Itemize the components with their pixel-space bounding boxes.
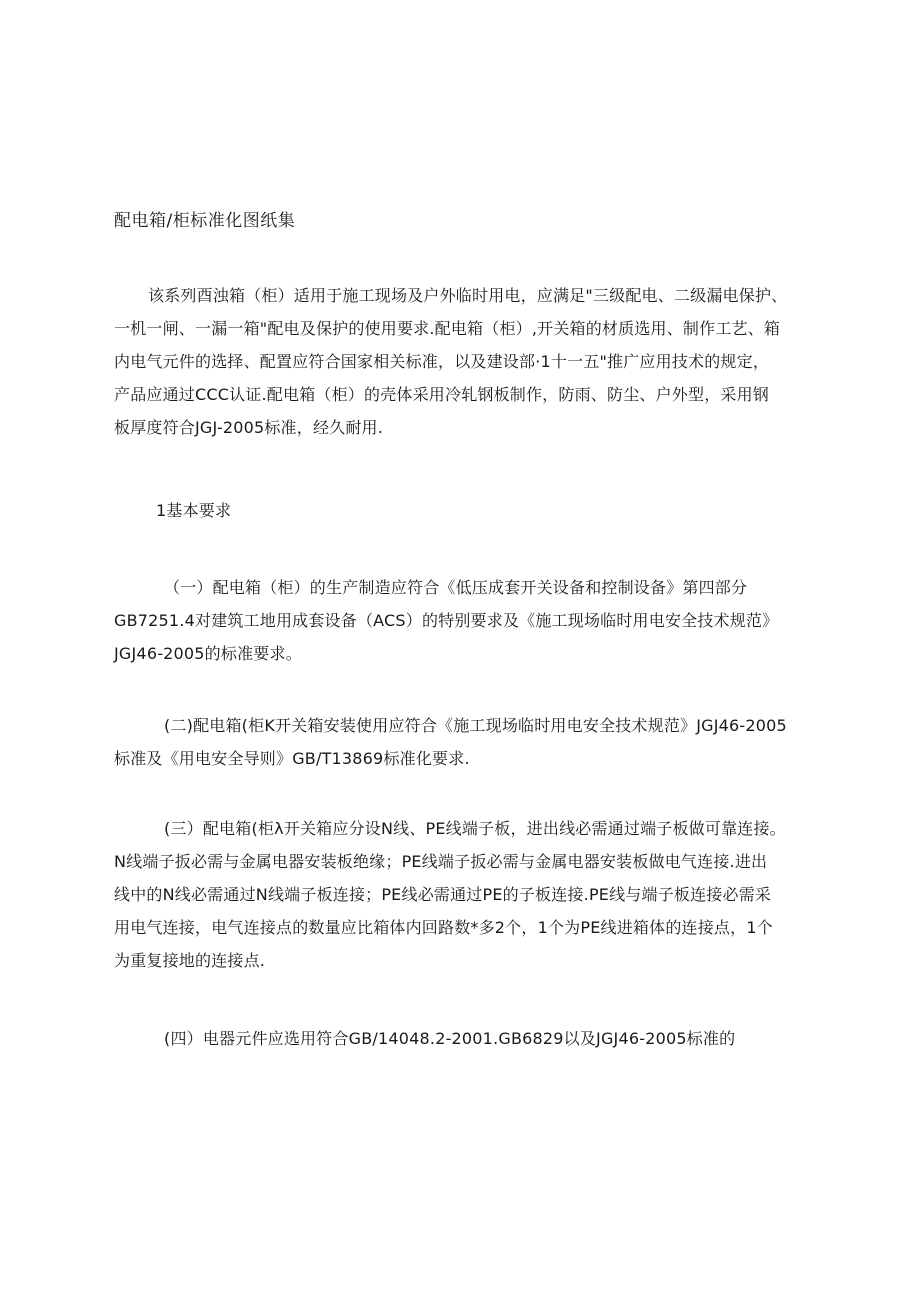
item-line: （一）配电箱（柜）的生产制造应符合《低压成套开关设备和控制设备》第四部分 [164,578,748,597]
requirement-item-3 [114,812,814,977]
intro-line: 该系列酉浊箱（柜）适用于施工现场及户外临时用电，应满足"三级配电、二级漏电保护、 [148,286,788,305]
requirement-item-1 [114,571,814,670]
item-line: (三）配电箱(柜λ开关箱应分设N线、PE线端子板，进出线必需通过端子板做可靠连接。 [164,819,786,838]
intro-line: 板厚度符合JGJ-2005标准，经久耐用. [114,418,384,437]
requirement-item-4 [114,1022,814,1055]
intro-line: 一机一闸、一漏一箱"配电及保护的使用要求.配电箱（柜）,开关箱的材质选用、制作工艺、箱 [114,319,781,338]
section-heading [114,494,814,527]
section-heading-text: 1基本要求 [156,501,232,520]
item-line: JGJ46-2005的标准要求。 [114,644,302,663]
intro-line: 内电气元件的选择、配置应符合国家相关标准，以及建设部·1十一五"推广应用技术的规定， [114,352,770,371]
item-line: 为重复接地的连接点. [114,951,266,970]
item-line: 用电气连接，电气连接点的数量应比箱体内回路数*多2个，1个为PE线进箱体的连接点，1个 [114,918,773,937]
item-line: GB7251.4对建筑工地用成套设备（ACS）的特别要求及《施工现场临时用电安全技术规范》 [114,611,779,630]
intro-line: 产品应通过CCC认证.配电箱（柜）的壳体采用冷轧钢板制作，防雨、防尘、户外型，采用钢 [114,385,770,404]
intro-paragraph [114,279,814,444]
item-line: 标准及《用电安全导则》GB/T13869标准化要求. [114,749,470,768]
requirement-item-2 [114,709,814,775]
item-line: N线端子扳必需与金属电器安装板绝缘；PE线端子扳必需与金属电器安装板做电气连接.进出 [114,852,768,871]
item-line: 线中的N线必需通过N线端子板连接；PE线必需通过PE的子板连接.PE线与端子板连接必需采 [114,885,772,904]
item-line: (二)配电箱(柜K开关箱安装使用应符合《施工现场临时用电安全技术规范》JGJ46-2005 [164,716,787,735]
document-title: 配电箱/柜标准化图纸集 [114,211,296,231]
item-line: (四）电器元件应选用符合GB/14048.2-2001.GB6829以及JGJ46-2005标准的 [164,1029,736,1048]
